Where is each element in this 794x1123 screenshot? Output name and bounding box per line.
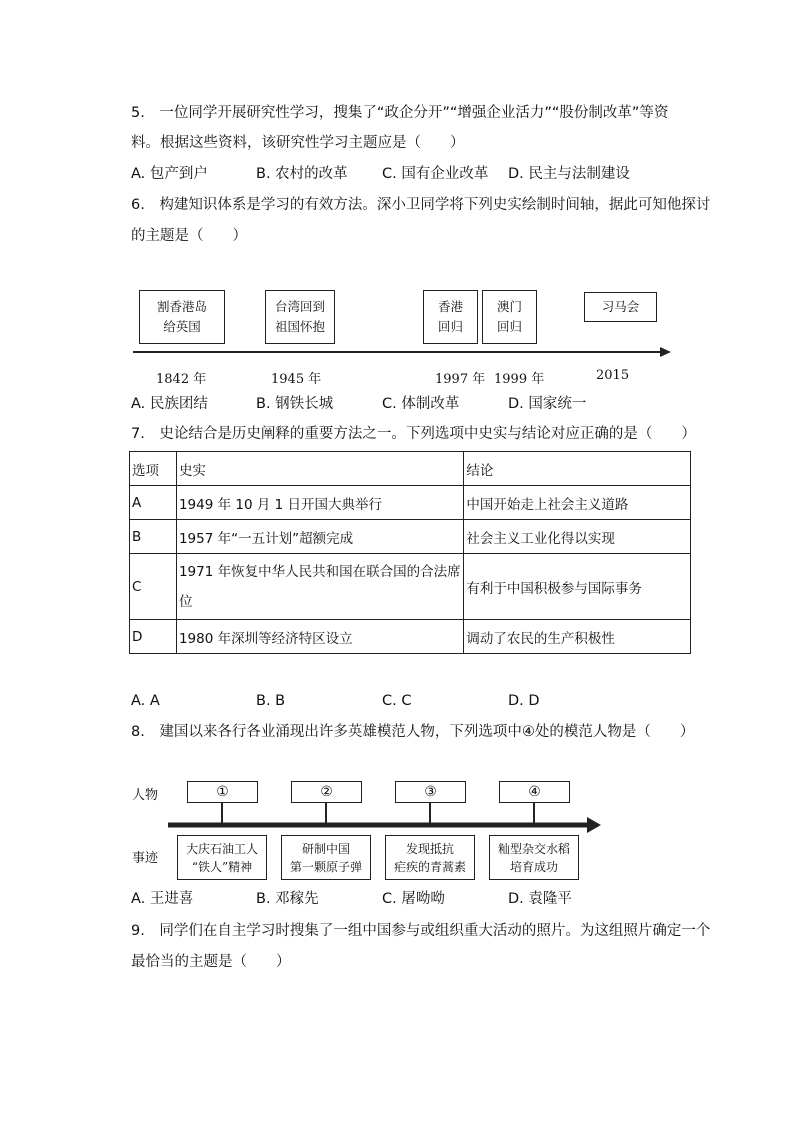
q8-deed-text: 研制中国 (301, 841, 350, 856)
table-cell: B (130, 520, 177, 554)
q8-deed-text: 培育成功 (509, 859, 558, 874)
q8-deed-box (385, 835, 475, 880)
table-header-cell: 结论 (464, 452, 691, 486)
table-cell: 1971 年恢复中华人民共和国在联合国的合法席位 (176, 554, 463, 620)
q6-stem-line1: 6. 构建知识体系是学习的有效方法。深小卫同学将下列史实绘制时间轴，据此可知他探讨 (131, 197, 711, 213)
table-cell: 有利于中国积极参与国际事务 (464, 554, 691, 620)
q6-event-text: 祖国怀抱 (274, 319, 325, 334)
q5-option-d: D. 民主与法制建设 (508, 166, 630, 182)
q6-option-c: C. 体制改革 (382, 396, 460, 412)
q8-deed-box (281, 835, 371, 880)
table-cell: C (130, 554, 177, 620)
q6-event-text: 台湾回到 (274, 299, 325, 314)
q5-option-c: C. 国有企业改革 (382, 166, 489, 182)
q8-deed-box (489, 835, 579, 880)
q6-event-text: 回归 (496, 319, 522, 334)
q8-deed-box (177, 835, 267, 880)
q8-deed-text: 疟疾的青蒿素 (393, 859, 466, 874)
table-cell: 调动了农民的生产积极性 (464, 620, 691, 654)
q8-person-box: ③ (395, 781, 466, 803)
q6-event-text: 回归 (437, 319, 463, 334)
q6-event-text: 澳门 (496, 299, 522, 314)
table-cell: 1980 年深圳等经济特区设立 (176, 620, 463, 654)
q6-year-label: 1999 年 (494, 372, 545, 387)
table-cell: 中国开始走上社会主义道路 (464, 486, 691, 520)
q8-option-a: A. 王进喜 (131, 891, 194, 907)
q8-person-box: ④ (499, 781, 570, 803)
q8-option-d: D. 袁隆平 (508, 891, 572, 907)
table-header-cell: 史实 (176, 452, 463, 486)
q6-year-label: 2015 (596, 368, 630, 383)
q6-option-a: A. 民族团结 (131, 396, 208, 412)
q8-deed-text: “铁人”精神 (191, 859, 253, 874)
q6-option-d: D. 国家统一 (508, 396, 587, 412)
table-cell: A (130, 486, 177, 520)
q7-option-d: D. D (508, 693, 540, 709)
table-cell: 社会主义工业化得以实现 (464, 520, 691, 554)
q8-person-box: ② (291, 781, 362, 803)
q8-deed-text: 籼型杂交水稻 (497, 841, 570, 856)
q8-stem: 8. 建国以来各行各业涌现出许多英雄模范人物，下列选项中④处的模范人物是（ ） (131, 724, 695, 740)
q8-deed-text: 发现抵抗 (405, 841, 454, 856)
q9-stem-line2: 最恰当的主题是（ ） (131, 954, 291, 970)
q6-event-text: 习马会 (601, 299, 640, 314)
table-header-cell: 选项 (130, 452, 177, 486)
q6-event-text: 割香港岛 (156, 299, 207, 314)
q6-year-label: 1842 年 (156, 372, 207, 387)
q5-stem-line1: 5. 一位同学开展研究性学习，搜集了“政企分开”“增强企业活力”“股份制改革”等资 (131, 105, 669, 121)
q5-stem-line2: 料。根据这些资料，该研究性学习主题应是（ ） (131, 135, 465, 151)
table-cell: 1949 年 10 月 1 日开国大典举行 (176, 486, 463, 520)
q6-stem-line2: 的主题是（ ） (131, 228, 247, 244)
q8-deed-label: 事迹 (132, 851, 159, 866)
q6-option-b: B. 钢铁长城 (256, 396, 334, 412)
q6-event-text: 香港 (437, 299, 463, 314)
q7-stem: 7. 史论结合是历史阐释的重要方法之一。下列选项中史实与结论对应正确的是（ ） (131, 426, 696, 442)
q6-year-label: 1997 年 (435, 372, 486, 387)
q5-option-a: A. 包产到户 (131, 166, 208, 182)
q5-option-b: B. 农村的改革 (256, 166, 348, 182)
q9-stem-line1: 9. 同学们在自主学习时搜集了一组中国参与或组织重大活动的照片。为这组照片确定一个 (131, 923, 711, 939)
q7-option-c: C. C (382, 693, 412, 709)
q7-option-a: A. A (131, 693, 160, 709)
q8-deed-text: 第一颗原子弹 (289, 859, 362, 874)
q6-year-label: 1945 年 (271, 372, 322, 387)
q7-option-b: B. B (256, 693, 286, 709)
q8-option-c: C. 屠呦呦 (382, 891, 445, 907)
q8-person-box: ① (187, 781, 258, 803)
table-cell: 1957 年“一五计划”超额完成 (176, 520, 463, 554)
q8-option-b: B. 邓稼先 (256, 891, 319, 907)
q8-deed-text: 大庆石油工人 (185, 841, 258, 856)
table-cell: D (130, 620, 177, 654)
q6-event-text: 给英国 (163, 319, 201, 334)
q8-person-label: 人物 (132, 788, 159, 803)
